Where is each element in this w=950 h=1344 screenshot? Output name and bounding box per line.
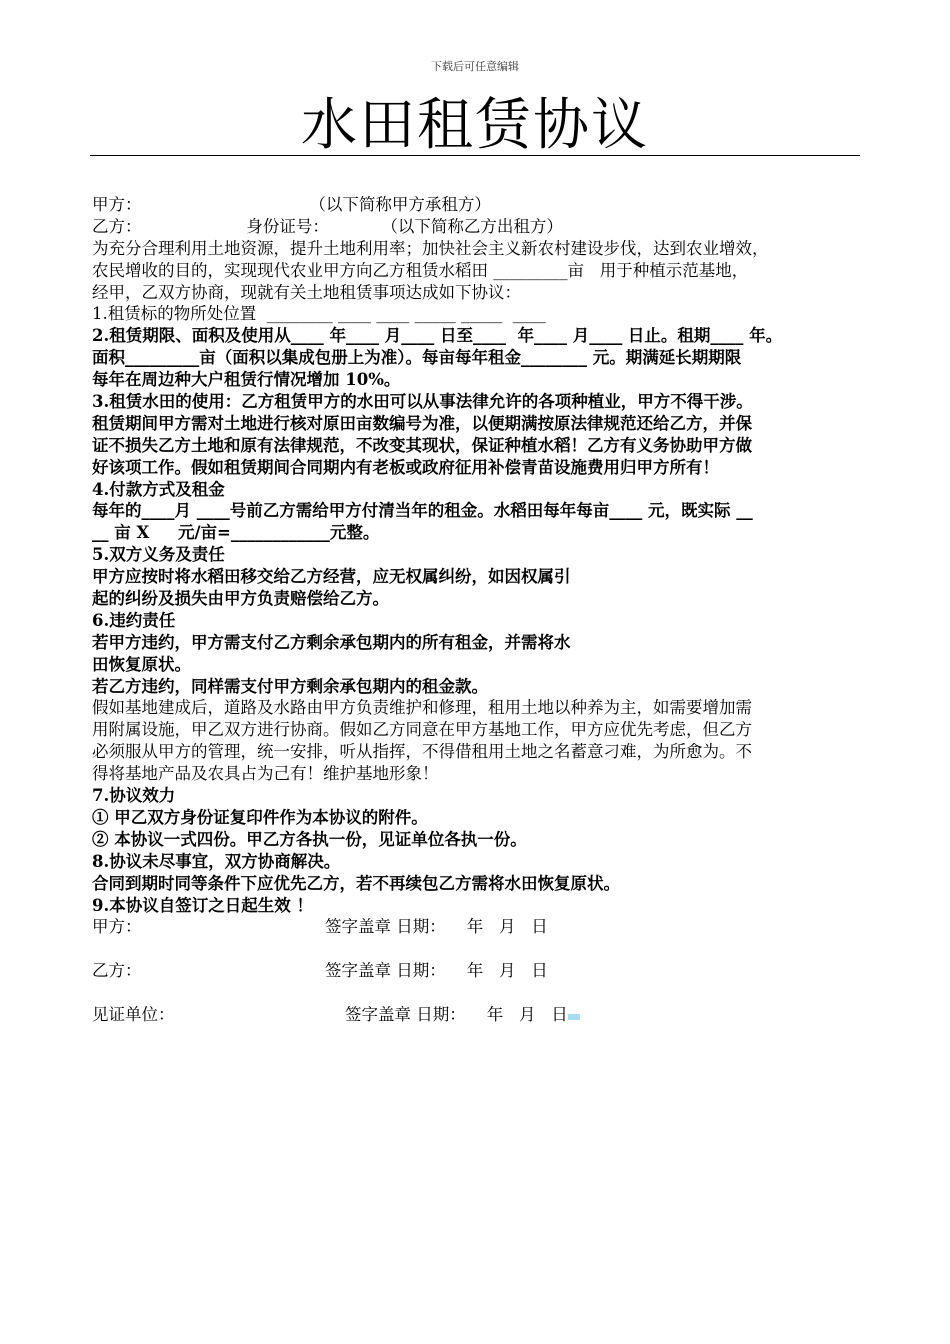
agreement-line: ① 甲乙双方身份证复印件作为本协议的附件。: [92, 807, 428, 827]
signature-date-label: 签字盖章 日期： 年 月 日: [325, 917, 548, 937]
agreement-body: [92, 194, 872, 1026]
agreement-line: 假如基地建成后，道路及水路由甲方负责维护和修理，租用土地以种养为主，如需要增加需: [92, 698, 752, 718]
agreement-line: 4.付款方式及租金: [92, 479, 225, 499]
signature-row-party-b: [92, 960, 872, 982]
agreement-line: 甲方应按时将水稻田移交给乙方经营，应无权属纠纷，如因权属引: [92, 567, 571, 587]
agreement-line: 证不损失乙方土地和原有法律规范，不改变其现状，保证种植水稻！乙方有义务协助甲方做: [92, 435, 752, 455]
agreement-line: 5.双方义务及责任: [92, 545, 225, 565]
signature-party-label: 乙方：: [92, 961, 142, 981]
agreement-line: 若乙方违约，同样需支付甲方剩余承包期内的租金款。: [92, 676, 488, 696]
signature-party-label: 甲方：: [92, 917, 142, 937]
agreement-line: 农民增收的目的，实现现代农业甲方向乙方租赁水稻田 _________亩 用于种植示范基地，: [92, 260, 749, 280]
agreement-line: 田恢复原状。: [92, 654, 191, 674]
agreement-line: 起的纠纷及损失由甲方负责赔偿给乙方。: [92, 589, 389, 609]
signature-party-label: 见证单位：: [92, 1005, 175, 1025]
agreement-line: 必须服从甲方的管理，统一安排，听从指挥，不得借租用土地之名蓄意刁难，为所愈为。不: [92, 742, 752, 762]
agreement-line: 租赁期间甲方需对土地进行核对原田亩数编号为准，以便期满按原法律规范还给乙方，并保: [92, 413, 752, 433]
agreement-line: 好该项工作。假如租赁期间合同期内有老板或政府征用补偿青苗设施费用归甲方所有！: [92, 457, 719, 477]
agreement-clauses: [92, 194, 872, 916]
agreement-line: 3.租赁水田的使用：乙方租赁甲方的水田可以从事法律允许的各项种植业，甲方不得干涉。: [92, 392, 753, 412]
agreement-line: 合同到期时同等条件下应优先乙方，若不再续包乙方需将水田恢复原状。: [92, 873, 620, 893]
agreement-line: 1.租赁标的物所处位置 ________ ____ ____ _____ _____ ____: [92, 304, 546, 324]
signature-row-party-a: [92, 916, 872, 938]
agreement-line: 6.违约责任: [92, 610, 176, 630]
agreement-line: 2.租赁期限、面积及使用从____ 年____ 月____ 日至____ 年____ 月____ 日止。租期____ 年。: [92, 326, 783, 346]
agreement-line: ② 本协议一式四份。甲乙方各执一份，见证单位各执一份。: [92, 829, 527, 849]
agreement-line: 经甲，乙双方协商，现就有关土地租赁事项达成如下协议：: [92, 282, 521, 302]
agreement-line: 8.协议未尽事宜，双方协商解决。: [92, 851, 341, 871]
agreement-line: 7.协议效力: [92, 786, 176, 806]
agreement-line: 乙方： 身份证号： （以下简称乙方出租方）: [92, 216, 563, 236]
signature-date-label: 签字盖章 日期： 年 月 日: [325, 961, 548, 981]
agreement-line: 9.本协议自签订之日起生效 ！: [92, 895, 313, 915]
title-underline: [90, 155, 860, 156]
header-note: 下载后可任意编辑: [431, 60, 519, 73]
agreement-line: 若甲方违约，甲方需支付乙方剩余承包期内的所有租金，并需将水: [92, 632, 571, 652]
text-cursor-marker: [568, 1014, 580, 1020]
agreement-line: 用附属设施，甲乙双方进行协商。假如乙方同意在甲方基地工作，甲方应优先考虑，但乙方: [92, 720, 752, 740]
agreement-line: 甲方： （以下简称甲方承租方）: [92, 195, 491, 214]
agreement-line: 得将基地产品及农具占为己有！维护基地形象！: [92, 764, 439, 784]
document-title: 水田租赁协议: [301, 93, 649, 158]
signature-date-label: 签字盖章 日期： 年 月 日: [345, 1005, 568, 1025]
agreement-line: 面积_________亩（面积以集成包册上为准）。每亩每年租金________ 元。期满延长期期限: [92, 348, 742, 368]
agreement-line: 每年在周边种大户租赁行情况增加 10%。: [92, 370, 401, 390]
agreement-line: 每年的____月 ____号前乙方需给甲方付清当年的租金。水稻田每年每亩____ 元，既实际 __: [92, 501, 753, 521]
agreement-line: 为充分合理利用土地资源，提升土地利用率；加快社会主义新农村建设步伐，达到农业增效，: [92, 238, 769, 258]
signature-row-witness: [92, 1004, 872, 1026]
agreement-line: __ 亩 X 元/亩=____________元整。: [92, 523, 380, 543]
